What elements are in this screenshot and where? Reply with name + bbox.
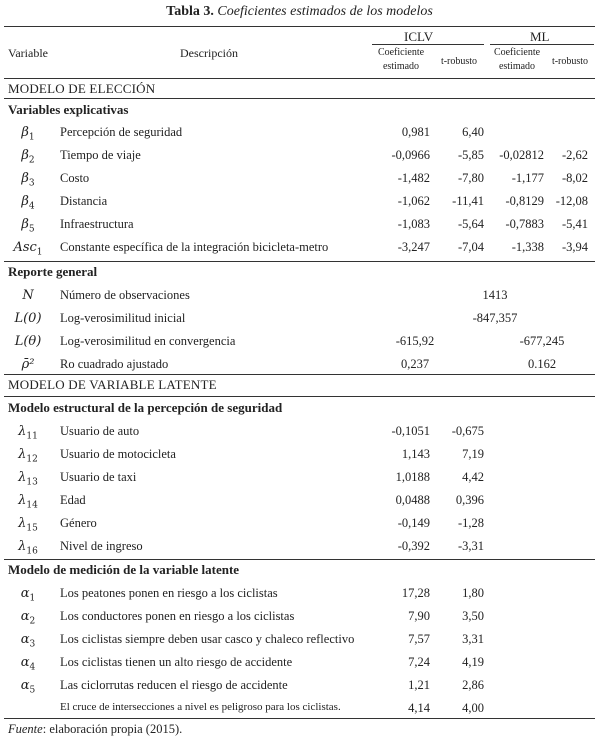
group-estructural: Modelo estructural de la percepción de seguridad: [8, 400, 283, 415]
iclv-trobusto-cell: -3,31: [457, 539, 484, 553]
iclv-trobusto-cell: 3,50: [462, 609, 484, 623]
variable-symbol: [0, 288, 56, 303]
symbol-letter: α: [20, 655, 30, 670]
iclv-coef-cell: -0,392: [397, 539, 430, 553]
variable-symbol: [0, 334, 56, 349]
coef-line1: Coeficiente: [377, 47, 425, 58]
iclv-coef-cell: 4,14: [408, 701, 430, 715]
ml-coef-cell: -0,8129: [505, 194, 544, 208]
group-medicion: Modelo de medición de la variable latente: [8, 562, 240, 577]
table-row: [0, 651, 599, 674]
ml-trobusto-header: t-robusto: [551, 56, 589, 67]
explicativas-rule: [4, 261, 595, 262]
symbol-subscript: 3: [28, 178, 35, 189]
symbol-letter: ρ̄²: [21, 357, 35, 372]
iclv-coef-cell: -0,149: [397, 516, 430, 530]
iclv-trobusto-cell: 6,40: [462, 125, 484, 139]
variable-description: Tiempo de viaje: [60, 148, 141, 162]
symbol-letter: α: [20, 678, 30, 693]
variable-symbol: [0, 357, 56, 372]
ml-trobusto-cell: -2,62: [561, 148, 588, 162]
iclv-trobusto-cell: 1,80: [462, 586, 484, 600]
symbol-subscript: 13: [26, 477, 38, 488]
symbol-letter: λ: [18, 539, 27, 554]
variable-description: Log-verosimilitud en convergencia: [60, 334, 236, 348]
table-row: [0, 213, 599, 236]
iclv-coef-cell: 1,21: [408, 678, 430, 692]
variable-symbol: [0, 516, 56, 534]
symbol-letter: λ: [18, 447, 27, 462]
footer-source-text: : elaboración propia (2015).: [42, 722, 183, 736]
section-modelo-eleccion: MODELO DE ELECCIÓN: [8, 81, 156, 96]
variable-description: Usuario de auto: [60, 424, 140, 438]
iclv-coef-cell: 0,0488: [395, 493, 430, 507]
iclv-trobusto-cell: -7,80: [457, 171, 484, 185]
table-row: [0, 190, 599, 213]
table-row: [0, 284, 599, 307]
symbol-subscript: 1: [29, 593, 36, 604]
variable-symbol: [0, 655, 56, 673]
symbol-letter: Asc: [13, 240, 37, 255]
table-row: [0, 466, 599, 489]
ml-trobusto-cell: -5,41: [561, 217, 588, 231]
symbol-subscript: 11: [26, 431, 38, 442]
ml-coef-cell: -0,02812: [499, 148, 544, 162]
symbol-letter: λ: [18, 516, 27, 531]
header-ml: ML: [530, 29, 550, 44]
coef-line2: estimado: [382, 61, 420, 72]
iclv-trobusto-cell: 2,86: [462, 678, 484, 692]
symbol-letter: β: [21, 217, 29, 232]
group-variables-explicativas: Variables explicativas: [8, 102, 129, 117]
footer-source-label: Fuente: [8, 722, 43, 736]
variable-description: Los ciclistas siempre deben usar casco y chaleco reflectivo: [60, 632, 355, 646]
ml-trobusto-cell: -8,02: [561, 171, 588, 185]
table-row: [0, 605, 599, 628]
table-row: [0, 353, 599, 376]
variable-description: Género: [60, 516, 97, 530]
table-row: [0, 121, 599, 144]
symbol-letter: α: [20, 586, 30, 601]
iclv-coef-cell: 1,143: [401, 447, 430, 461]
symbol-letter: L(θ): [14, 334, 42, 349]
symbol-subscript: 4: [28, 201, 35, 212]
iclv-trobusto-cell: 4,19: [462, 655, 484, 669]
header-descripcion: Descripción: [180, 46, 238, 60]
section1-rule: [4, 98, 595, 99]
iclv-trobusto-header: t-robusto: [440, 56, 478, 67]
variable-description: Los conductores ponen en riesgo a los ciclistas: [60, 609, 295, 623]
iclv-coef-cell: 17,28: [401, 586, 430, 600]
variable-symbol: [0, 424, 56, 442]
variable-symbol: [0, 240, 56, 258]
variable-description: Nivel de ingreso: [60, 539, 143, 553]
symbol-letter: λ: [18, 424, 27, 439]
symbol-subscript: 1: [36, 247, 43, 258]
iclv-coef-cell: -3,247: [397, 240, 430, 254]
iclv-coef-cell: -1,062: [397, 194, 430, 208]
symbol-letter: λ: [18, 493, 27, 508]
symbol-letter: λ: [18, 470, 27, 485]
coef-line2: estimado: [498, 61, 536, 72]
coef-line1: Coeficiente: [493, 47, 541, 58]
symbol-subscript: 2: [28, 155, 35, 166]
iclv-coef-cell: 7,24: [408, 655, 430, 669]
ml-trobusto-cell: -3,94: [561, 240, 588, 254]
table-title-number: Tabla 3.: [166, 4, 214, 19]
symbol-letter: L(0): [14, 311, 42, 326]
iclv-coef-cell: -1,482: [397, 171, 430, 185]
symbol-subscript: 15: [26, 523, 38, 534]
symbol-subscript: 12: [26, 454, 38, 465]
header-rule: [4, 78, 595, 79]
symbol-letter: β: [21, 148, 29, 163]
variable-description: Los ciclistas tienen un alto riesgo de accidente: [60, 655, 293, 669]
estructural-rule: [4, 559, 595, 560]
symbol-subscript: 4: [29, 662, 36, 673]
variable-description: Usuario de motocicleta: [60, 447, 176, 461]
section2-rule: [4, 396, 595, 397]
top-rule: [4, 26, 595, 27]
symbol-letter: β: [21, 171, 29, 186]
ml-value-cell: -677,245: [519, 334, 565, 348]
variable-description: El cruce de intersecciones a nivel es peligroso para los ciclistas.: [60, 701, 341, 713]
variable-description: Número de observaciones: [60, 288, 190, 302]
symbol-subscript: 14: [26, 500, 38, 511]
iclv-coef-cell: 7,57: [408, 632, 430, 646]
table-row: [0, 236, 599, 259]
table-row: [0, 167, 599, 190]
iclv-trobusto-cell: -0,675: [451, 424, 484, 438]
iclv-value-cell: 0,237: [400, 357, 430, 371]
variable-symbol: [0, 470, 56, 488]
ml-coef-cell: -1,338: [511, 240, 544, 254]
variable-symbol: [0, 609, 56, 627]
symbol-subscript: 2: [29, 616, 36, 627]
iclv-coef-cell: -0,1051: [391, 424, 430, 438]
reporte-rule: [4, 374, 595, 375]
iclv-trobusto-cell: -11,41: [452, 194, 484, 208]
iclv-trobusto-cell: -1,28: [457, 516, 484, 530]
table-title-text: Coeficientes estimados de los modelos: [217, 4, 433, 19]
symbol-letter: β: [21, 125, 29, 140]
variable-symbol: [0, 493, 56, 511]
iclv-trobusto-cell: 4,42: [462, 470, 484, 484]
iclv-trobusto-cell: -5,64: [457, 217, 484, 231]
symbol-subscript: 5: [29, 685, 36, 696]
iclv-trobusto-cell: -7,04: [457, 240, 484, 254]
table-title: [0, 4, 599, 20]
symbol-subscript: 3: [29, 639, 36, 650]
iclv-trobusto-cell: 4,00: [462, 701, 484, 715]
bottom-rule: [4, 718, 595, 719]
iclv-trobusto-cell: 0,396: [455, 493, 484, 507]
table-row: [0, 420, 599, 443]
table-row: [0, 330, 599, 353]
variable-symbol: [0, 148, 56, 166]
table-row: [0, 582, 599, 605]
variable-description: Los peatones ponen en riesgo a los ciclistas: [60, 586, 278, 600]
header-iclv: ICLV: [404, 29, 434, 44]
ml-trobusto-cell: -12,08: [555, 194, 588, 208]
iclv-coef-cell: -0,0966: [391, 148, 430, 162]
iclv-trobusto-cell: 3,31: [462, 632, 484, 646]
symbol-subscript: 1: [28, 132, 35, 143]
iclv-coef-cell: 7,90: [408, 609, 430, 623]
iclv-coef-cell: -1,083: [397, 217, 430, 231]
table-row: [0, 443, 599, 466]
variable-symbol: [0, 311, 56, 326]
variable-symbol: [0, 171, 56, 189]
table-row: [0, 512, 599, 535]
variable-symbol: [0, 447, 56, 465]
iclv-coef-header: [370, 44, 432, 76]
ml-value-cell: 0.162: [527, 357, 557, 371]
variable-description: Percepción de seguridad: [60, 125, 183, 139]
variable-symbol: [0, 125, 56, 143]
variable-description: Ro cuadrado ajustado: [60, 357, 169, 371]
iclv-value-cell: -615,92: [395, 334, 435, 348]
variable-description: Infraestructura: [60, 217, 134, 231]
variable-description: Usuario de taxi: [60, 470, 137, 484]
variable-description: Costo: [60, 171, 90, 185]
header-variable: Variable: [8, 46, 48, 60]
iclv-coef-cell: 0,981: [401, 125, 430, 139]
symbol-letter: α: [20, 609, 30, 624]
variable-description: Distancia: [60, 194, 108, 208]
table-row: [0, 697, 599, 720]
variable-symbol: [0, 539, 56, 557]
general-value-cell: 1413: [482, 288, 508, 302]
table-row: [0, 144, 599, 167]
variable-description: Las ciclorrutas reducen el riesgo de accidente: [60, 678, 288, 692]
symbol-letter: N: [22, 288, 34, 303]
symbol-letter: β: [21, 194, 29, 209]
variable-description: Edad: [60, 493, 86, 507]
table-row: [0, 535, 599, 558]
table-row: [0, 307, 599, 330]
general-value-cell: -847,357: [472, 311, 518, 325]
variable-description: Log-verosimilitud inicial: [60, 311, 186, 325]
table-row: [0, 674, 599, 697]
ml-coef-cell: -0,7883: [505, 217, 544, 231]
symbol-letter: α: [20, 632, 30, 647]
variable-description: Constante específica de la integración bicicleta-metro: [60, 240, 329, 254]
symbol-subscript: 16: [26, 546, 38, 557]
variable-symbol: [0, 678, 56, 696]
footer-source: [8, 722, 182, 737]
iclv-trobusto-cell: -5,85: [457, 148, 484, 162]
ml-coef-cell: -1,177: [511, 171, 544, 185]
table-row: [0, 489, 599, 512]
variable-symbol: [0, 194, 56, 212]
iclv-coef-cell: 1,0188: [395, 470, 430, 484]
table-row: [0, 628, 599, 651]
group-reporte-general: Reporte general: [8, 264, 98, 279]
variable-symbol: [0, 217, 56, 235]
variable-symbol: [0, 632, 56, 650]
variable-symbol: [0, 586, 56, 604]
ml-coef-header: [486, 44, 548, 76]
symbol-subscript: 5: [28, 224, 35, 235]
iclv-trobusto-cell: 7,19: [462, 447, 484, 461]
section-modelo-latente: MODELO DE VARIABLE LATENTE: [8, 377, 217, 392]
